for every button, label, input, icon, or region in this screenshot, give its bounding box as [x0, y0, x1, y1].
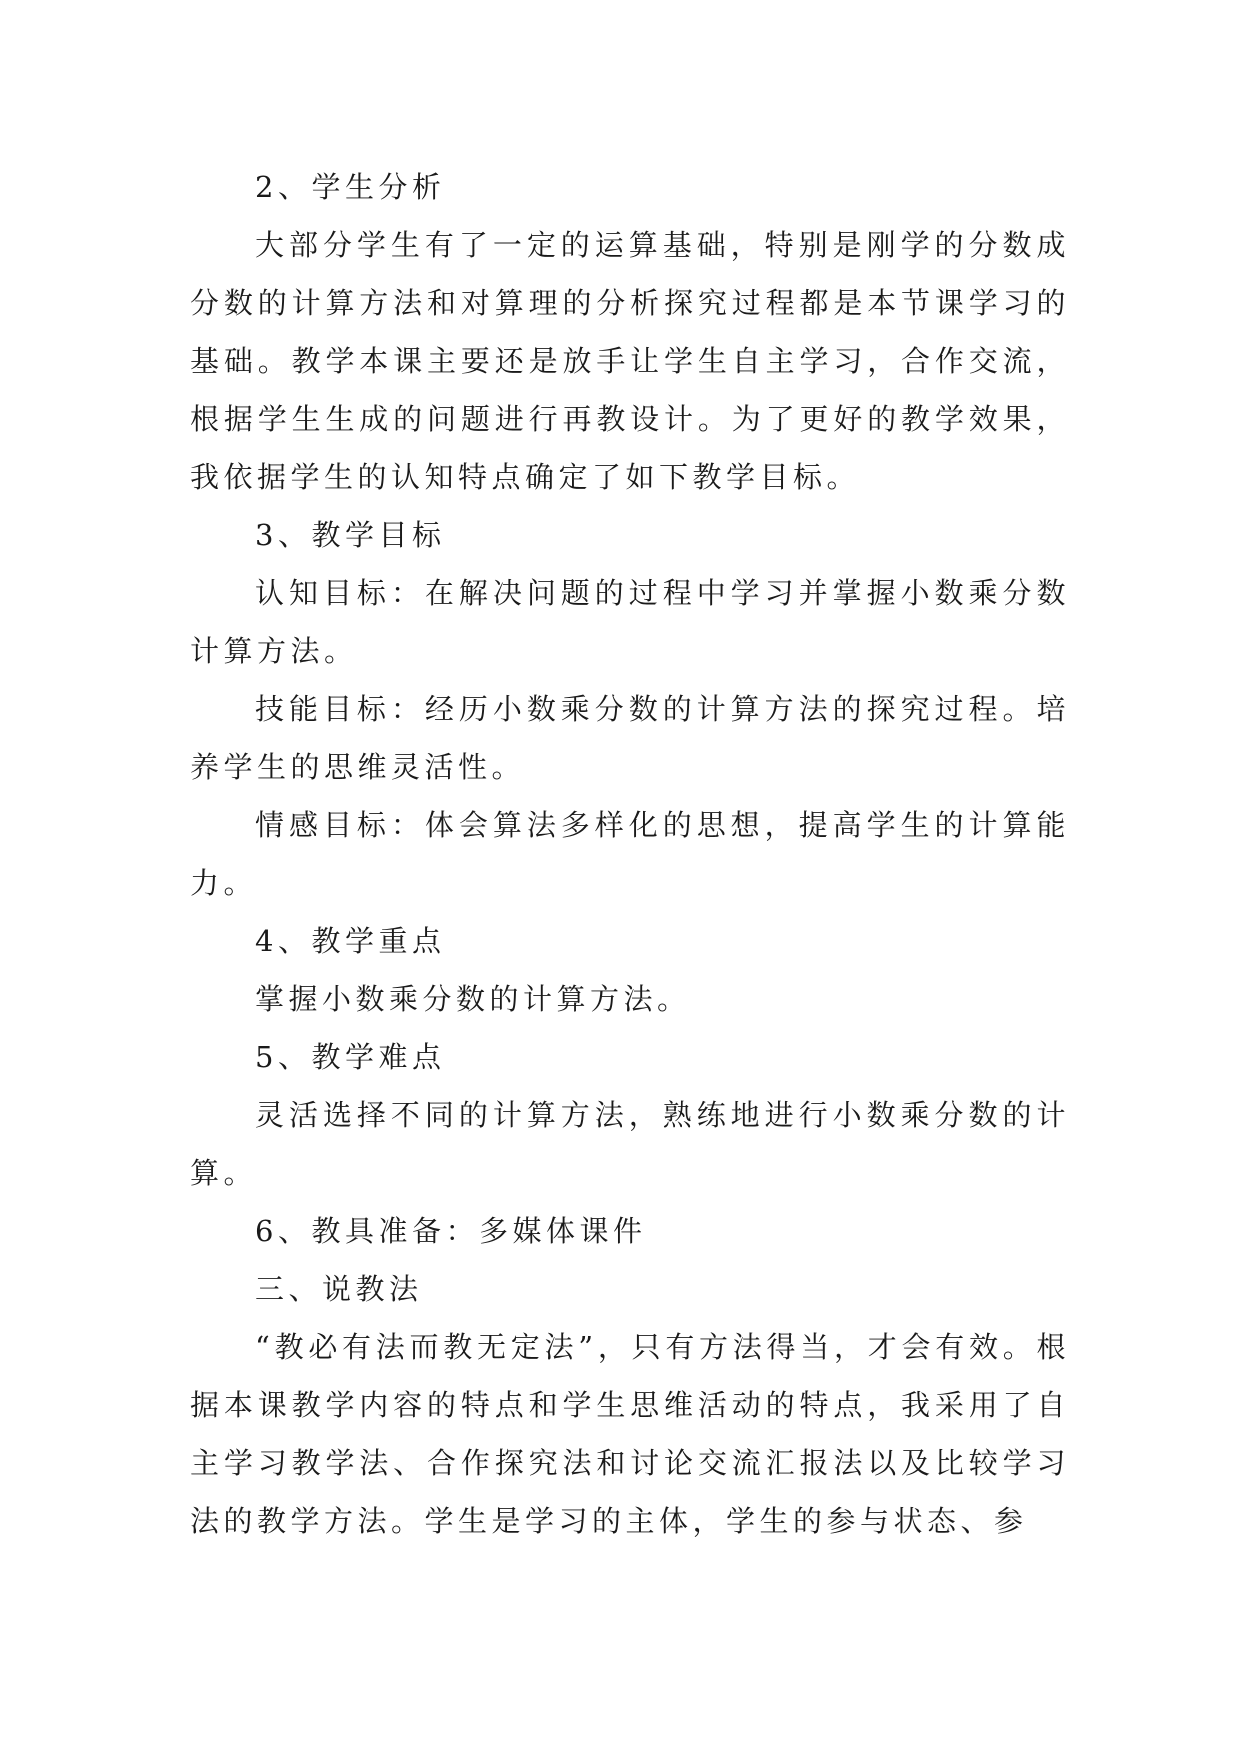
- paragraph-student-analysis: 大部分学生有了一定的运算基础，特别是刚学的分数成分数的计算方法和对算理的分析探究过程都是本节课学习的基础。教学本课主要还是放手让学生自主学习，合作交流，根据学生生成的问题进行再教设计。为了更好的教学效果，我依据学生的认知特点确定了如下教学目标。: [190, 228, 1070, 494]
- paragraph-teaching-focus: 掌握小数乘分数的计算方法。: [255, 982, 691, 1016]
- heading-student-analysis: 2、学生分析: [255, 170, 446, 204]
- document-body: [190, 158, 1070, 1550]
- heading-teaching-aids: 6、教具准备：多媒体课件: [255, 1214, 647, 1248]
- paragraph-teaching-difficulty: 灵活选择不同的计算方法，熟练地进行小数乘分数的计算。: [190, 1098, 1070, 1190]
- heading-teaching-focus: 4、教学重点: [255, 924, 446, 958]
- heading-teaching-difficulty: 5、教学难点: [255, 1040, 446, 1074]
- heading-teaching-methods: 三、说教法: [255, 1272, 423, 1306]
- paragraph-cognitive-objective: 认知目标：在解决问题的过程中学习并掌握小数乘分数计算方法。: [190, 576, 1070, 668]
- paragraph-teaching-methods: “教必有法而教无定法”，只有方法得当，才会有效。根据本课教学内容的特点和学生思维活动的特点，我采用了自主学习教学法、合作探究法和讨论交流汇报法以及比较学习法的教学方法。学生是学习的主体，学生的参与状态、参: [190, 1330, 1070, 1538]
- heading-teaching-objectives: 3、教学目标: [255, 518, 446, 552]
- paragraph-skill-objective: 技能目标：经历小数乘分数的计算方法的探究过程。培养学生的思维灵活性。: [190, 692, 1070, 784]
- paragraph-emotional-objective: 情感目标：体会算法多样化的思想，提高学生的计算能力。: [190, 808, 1070, 900]
